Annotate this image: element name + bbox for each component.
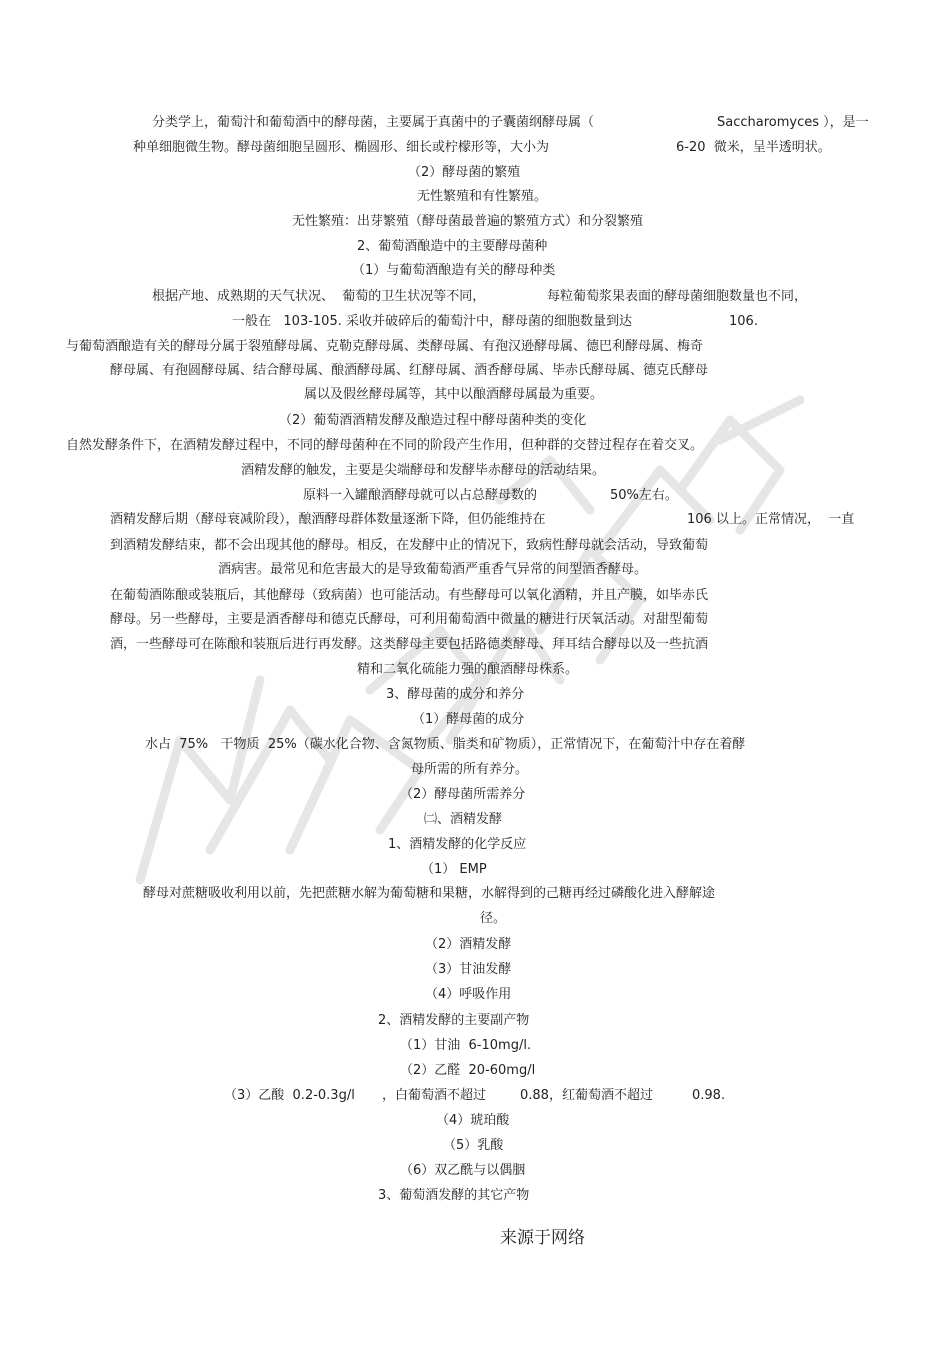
text-segment: （1）甘油 6-10mg/l. [400,1038,532,1053]
text-segment: （3）甘油发酵 [425,962,512,977]
text-segment: （2）酵母菌的繁殖 [408,165,521,180]
text-segment: （4）呼吸作用 [425,987,512,1002]
text-segment: （2）酵母菌所需养分 [400,787,526,802]
text-segment: 酵母。另一些酵母，主要是酒香酵母和德克氏酵母，可利用葡萄酒中微量的糖进行厌氧活动。对甜型葡萄 [110,612,709,627]
text-segment: 2、酒精发酵的主要副产物 [378,1013,530,1028]
text-segment: 根据产地、成熟期的天气状况、 葡萄的卫生状况等不同， [152,289,486,304]
footer-source: 来源于网络 [500,1228,585,1248]
text-segment: 与葡萄酒酿造有关的酵母分属于裂殖酵母属、克勒克酵母属、类酵母属、有孢汉逊酵母属、德巴利酵母属、梅奇 [66,339,704,354]
text-segment: 2、葡萄酒酿造中的主要酵母菌种 [357,239,548,254]
footer-line [0,1226,950,1298]
text-segment: ，白葡萄酒不超过 [382,1088,487,1103]
text-segment: 酒，一些酵母可在陈酿和装瓶后进行再发酵。这类酵母主要包括路德类酵母、拜耳结合酵母以及一些抗酒 [110,637,709,652]
text-segment: 一般在 103-105. 采收并破碎后的葡萄汁中，酵母菌的细胞数量到达 [232,314,632,329]
text-segment: 自然发酵条件下，在酒精发酵过程中，不同的酵母菌种在不同的阶段产生作用，但种群的交替过程存在着交叉。 [66,438,704,453]
text-segment: （1）与葡萄酒酿造有关的酵母种类 [352,263,556,278]
text-segment: （4）琥珀酸 [436,1113,510,1128]
text-segment: 106 以上。正常情况， 一直 [687,512,855,527]
text-segment: 每粒葡萄浆果表面的酵母菌细胞数量也不同， [547,289,808,304]
text-segment: 酵母属、有孢圆酵母属、结合酵母属、酿酒酵母属、红酵母属、酒香酵母属、毕赤氏酵母属、德克氏酵母 [110,363,709,378]
text-segment: 3、酵母菌的成分和养分 [386,687,525,702]
text-segment: 酵母对蔗糖吸收利用以前，先把蔗糖水解为葡萄糖和果糖，水解得到的己糖再经过磷酸化进入酵解途 [143,886,716,901]
text-segment: 酒精发酵后期（酵母衰减阶段），酿酒酵母群体数量逐渐下降，但仍能维持在 [110,512,546,527]
text-segment: 精和二氧化硫能力强的酿酒酵母株系。 [357,662,579,677]
text-segment: （1） EMP [421,862,487,877]
text-segment: （3）乙酸 0.2-0.3g/l [224,1088,355,1103]
text-segment: 50%左右。 [610,488,678,503]
text-segment: 属以及假丝酵母属等，其中以酿酒酵母属最为重要。 [304,387,604,402]
text-segment: 原料一入罐酿酒酵母就可以占总酵母数的 [303,488,538,503]
text-segment: 6-20 微米，呈半透明状。 [676,140,831,155]
text-segment: 水占 75% 干物质 25%（碳水化合物、含氮物质、脂类和矿物质），正常情况下，在葡萄汁中存在着酵 [145,737,746,752]
text-segment: 无性繁殖和有性繁殖。 [417,189,548,204]
text-segment: （6）双乙酰与以偶胭 [400,1163,526,1178]
text-segment: （5）乳酸 [443,1138,504,1153]
text-segment: 种单细胞微生物。酵母菌细胞呈圆形、椭圆形、细长或柠檬形等，大小为 [133,140,550,155]
text-segment: 3、葡萄酒发酵的其它产物 [378,1188,530,1203]
text-segment: 分类学上，葡萄汁和葡萄酒中的酵母菌，主要属于真菌中的子囊菌纲酵母属（ [152,115,595,130]
text-segment: （2）乙醛 20-60mg/l [400,1063,536,1078]
text-segment: 0.88，红葡萄酒不超过 [520,1088,653,1103]
text-segment: 1、酒精发酵的化学反应 [388,837,527,852]
text-segment: 0.98. [692,1088,726,1103]
text-segment: Saccharomyces ），是一 [717,115,869,130]
text-segment: （2）酒精发酵 [425,937,512,952]
text-segment: 无性繁殖：出芽繁殖（酵母菌最普遍的繁殖方式）和分裂繁殖 [292,214,644,229]
text-segment: （1）酵母菌的成分 [412,712,525,727]
text-segment: 径。 [480,911,507,926]
text-segment: （2）葡萄酒酒精发酵及酿造过程中酵母菌种类的变化 [279,413,587,428]
text-segment: 母所需的所有养分。 [411,762,529,777]
text-segment: 酒病害。最常见和危害最大的是导致葡萄酒严重香气异常的间型酒香酵母。 [218,562,648,577]
text-segment: 酒精发酵的触发，主要是尖端酵母和发酵毕赤酵母的活动结果。 [241,463,606,478]
text-segment: 在葡萄酒陈酿或装瓶后，其他酵母（致病菌）也可能活动。有些酵母可以氧化酒精，并且产膜，如毕赤氏 [110,588,709,603]
text-segment: 到酒精发酵结束，都不会出现其他的酵母。相反，在发酵中止的情况下，致病性酵母就会活动，导致葡萄 [110,538,709,553]
text-segment: ㈡、酒精发酵 [424,812,503,827]
text-segment: 106. [729,314,758,329]
